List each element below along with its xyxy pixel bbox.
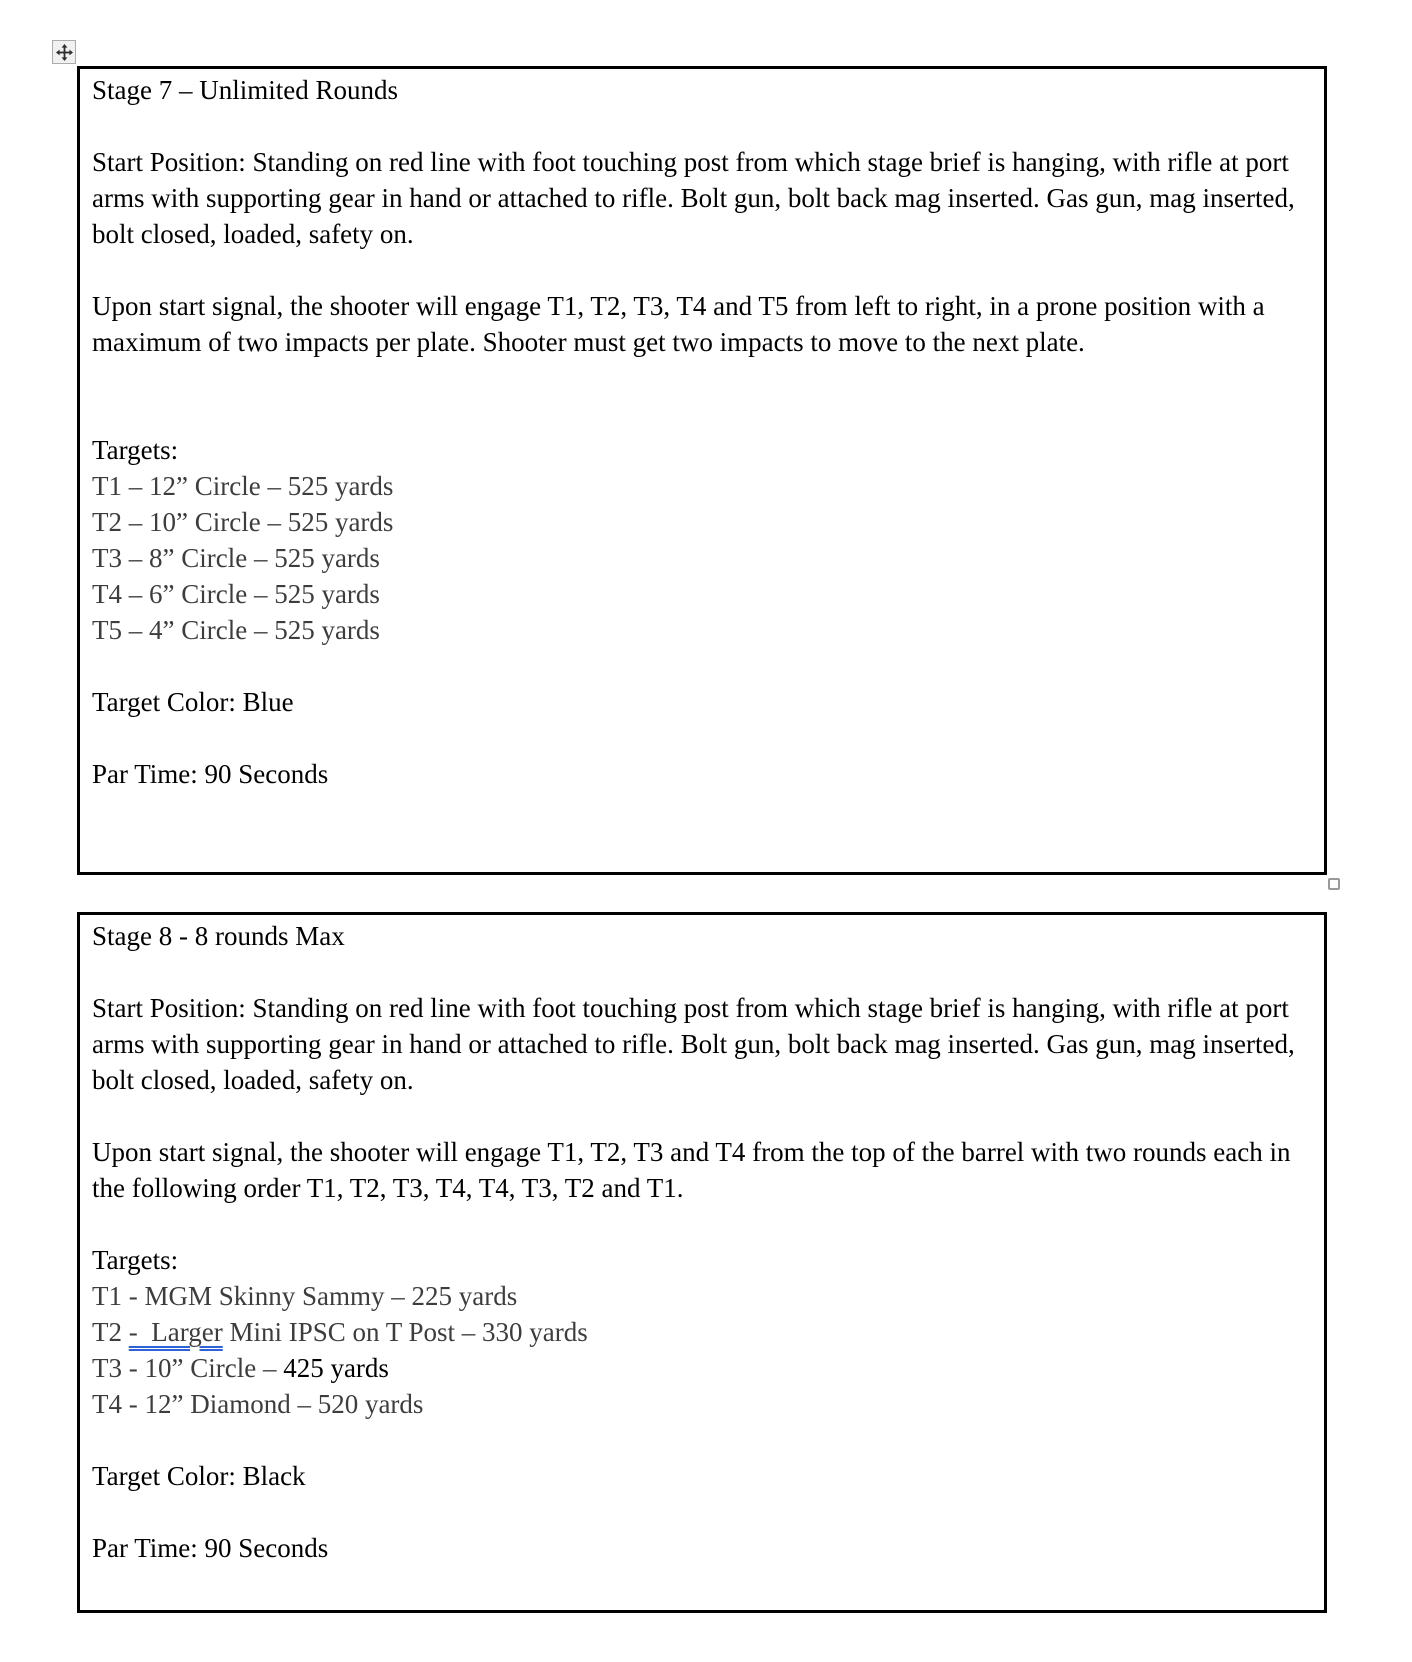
stage8-target-color: Target Color: Black (92, 1461, 306, 1491)
stage7-start-position: Start Position: Standing on red line with foot touching post from which stage brief is hanging, with rifle at port arms with supporting gear in hand or attached to rifle. Bolt gun, bolt back mag inserted. Gas gun, mag inserted, bolt closed, loaded, safety on. (92, 147, 1295, 249)
stage8-target-2-tracked-change: - Larger (128, 1317, 223, 1347)
stage8-par-time: Par Time: 90 Seconds (92, 1533, 329, 1563)
stage7-target-1: T1 – 12” Circle – 525 yards (92, 471, 394, 501)
stage8-start-position: Start Position: Standing on red line with foot touching post from which stage brief is hanging, with rifle at port arms with supporting gear in hand or attached to rifle. Bolt gun, bolt back mag inserted. Gas gun, mag inserted, bolt closed, loaded, safety on. (92, 993, 1295, 1095)
resize-handle[interactable] (1328, 878, 1340, 890)
stage7-course-of-fire: Upon start signal, the shooter will engage T1, T2, T3, T4 and T5 from left to right, in a prone position with a maximum of two impacts per plate. Shooter must get two impacts to move to the next plate. (92, 291, 1265, 357)
stage7-target-4: T4 – 6” Circle – 525 yards (92, 579, 380, 609)
stage8-target-2-suffix: Mini IPSC on T Post – 330 yards (222, 1317, 588, 1347)
stage7-par-time: Par Time: 90 Seconds (92, 759, 329, 789)
move-handle[interactable] (52, 40, 76, 64)
stage8-title: Stage 8 - 8 rounds Max (92, 921, 345, 951)
stage8-target-2-prefix: T2 (92, 1317, 129, 1347)
stage7-text-box[interactable] (77, 66, 1327, 875)
stage8-text-box[interactable] (77, 912, 1327, 1613)
stage7-target-5: T5 – 4” Circle – 525 yards (92, 615, 380, 645)
stage8-target-3-distance: 425 yards (283, 1353, 389, 1383)
stage7-target-2: T2 – 10” Circle – 525 yards (92, 507, 394, 537)
stage7-title: Stage 7 – Unlimited Rounds (92, 75, 398, 105)
stage7-target-color: Target Color: Blue (92, 687, 294, 717)
stage8-target-1: T1 - MGM Skinny Sammy – 225 yards (92, 1281, 518, 1311)
stage7-targets-label: Targets: (92, 435, 179, 465)
stage8-target-3-prefix: T3 - 10” Circle – (92, 1353, 284, 1383)
stage8-target-4: T4 - 12” Diamond – 520 yards (92, 1389, 424, 1419)
stage8-targets-label: Targets: (92, 1245, 179, 1275)
stage8-target-2 (92, 1314, 1306, 1350)
move-icon (56, 44, 73, 61)
stage8-target-3 (92, 1350, 1306, 1386)
stage7-target-3: T3 – 8” Circle – 525 yards (92, 543, 380, 573)
stage8-course-of-fire: Upon start signal, the shooter will engage T1, T2, T3 and T4 from the top of the barrel with two rounds each in the following order T1, T2, T3, T4, T4, T3, T2 and T1. (92, 1137, 1291, 1203)
